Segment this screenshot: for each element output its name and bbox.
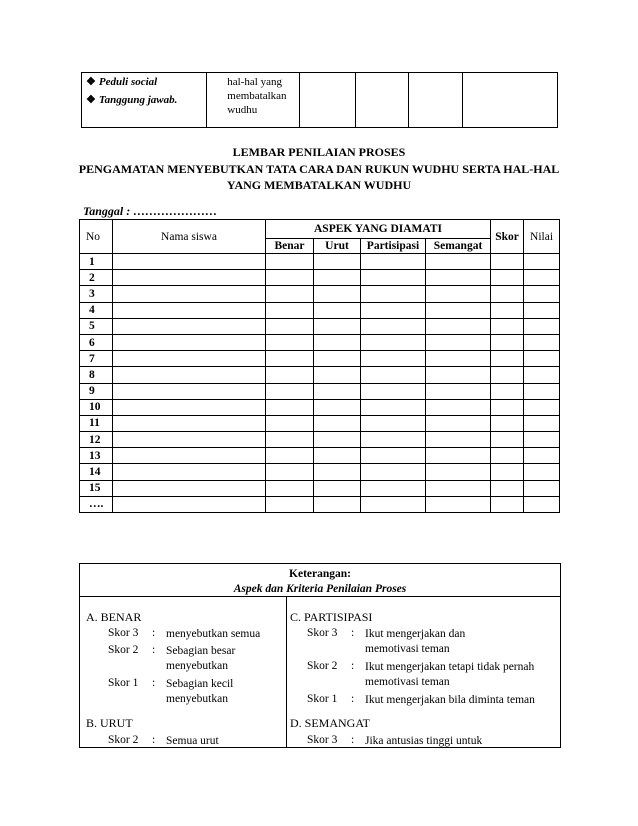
empty-cell [426,351,491,367]
score-label: Skor 3 [307,627,338,639]
empty-cell [491,480,524,496]
criteria-a-title: A. BENAR [86,610,142,624]
empty-cell [524,302,560,318]
header-aspek: ASPEK YANG DIAMATI [266,220,491,239]
empty-cell [113,302,266,318]
empty-cell [266,415,314,431]
empty-cell [266,383,314,399]
criteria-d-item [307,734,557,749]
empty-cell [361,399,426,415]
top-assessment-table [81,72,558,128]
row-number: 2 [80,270,113,286]
empty-cell [113,432,266,448]
empty-cell [426,448,491,464]
empty-cell [266,367,314,383]
criteria-a-item [108,627,284,642]
empty-cell [426,254,491,270]
empty-cell [266,496,314,512]
score-desc: menyebutkan semua [166,628,261,640]
colon: : [152,677,156,689]
empty-cell [314,351,361,367]
row-number: 12 [80,432,113,448]
empty-cell [361,351,426,367]
empty-cell [491,367,524,383]
diamond-bullet-icon: ❖ [86,94,96,106]
empty-cell [361,367,426,383]
empty-cell [113,286,266,302]
score-desc: Semua urut [166,735,219,747]
empty-cell [314,399,361,415]
empty-cell [426,318,491,334]
empty-cell [266,254,314,270]
material-cell: hal-hal yang membatalkan wudhu [207,73,299,128]
empty-cell [266,318,314,334]
empty-cell [361,464,426,480]
empty-cell [524,351,560,367]
empty-cell [524,367,560,383]
empty-cell [266,286,314,302]
table-row [80,367,560,383]
empty-cell [491,432,524,448]
score-label: Skor 1 [108,677,139,689]
row-number: 10 [80,399,113,415]
empty-cell [361,302,426,318]
table-row [80,383,560,399]
table-row [80,480,560,496]
score-desc: Ikut mengerjakan tetapi tidak pernah memotivasi teman [365,661,535,688]
score-label: Skor 1 [307,693,338,705]
empty-cell [491,351,524,367]
empty-cell [314,448,361,464]
empty-cell [426,334,491,350]
empty-cell [426,432,491,448]
row-number: 13 [80,448,113,464]
empty-cell [491,270,524,286]
empty-cell [491,496,524,512]
criteria-header [80,564,560,597]
criteria-title: Keterangan: [289,568,351,580]
empty-cell [314,286,361,302]
empty-cell [491,302,524,318]
page-subtitle: PENGAMATAN MENYEBUTKAN TATA CARA DAN RUKUN WUDHU SERTA HAL-HAL YANG MEMBATALKAN WUDHU [78,162,560,192]
table-row [80,351,560,367]
criteria-c-item [307,660,552,690]
empty-cell [266,432,314,448]
empty-cell [314,270,361,286]
empty-cell [314,334,361,350]
empty-cell [426,383,491,399]
empty-cell [491,254,524,270]
empty-cell [266,399,314,415]
row-number: 9 [80,383,113,399]
empty-cell [113,270,266,286]
colon: : [351,660,355,672]
table-row [80,432,560,448]
empty-cell [491,464,524,480]
header-benar: Benar [266,239,314,254]
row-number: 14 [80,464,113,480]
colon: : [351,693,355,705]
row-number: 6 [80,334,113,350]
empty-cell [361,432,426,448]
bullet-text: Tanggung jawab. [98,94,178,106]
empty-cell [524,480,560,496]
empty-cell [314,367,361,383]
empty-cell [113,351,266,367]
empty-cell [491,334,524,350]
empty-cell [266,334,314,350]
score-label: Skor 2 [307,660,338,672]
criteria-c-title: C. PARTISIPASI [290,610,373,624]
empty-cell [426,270,491,286]
header-semangat: Semangat [426,239,491,254]
empty-cell [524,270,560,286]
empty-cell [266,464,314,480]
empty-cell [491,286,524,302]
empty-cell [524,496,560,512]
criteria-box [79,563,561,748]
row-number: 8 [80,367,113,383]
empty-cell [426,415,491,431]
empty-cell [113,448,266,464]
empty-cell [113,367,266,383]
score-label: Skor 2 [108,734,139,746]
empty-cell [524,432,560,448]
empty-cell [524,254,560,270]
empty-cell [361,318,426,334]
empty-cell [113,383,266,399]
empty-cell [426,399,491,415]
table-row [80,448,560,464]
criteria-b-title: B. URUT [86,716,133,730]
empty-cell [113,480,266,496]
empty-cell [361,270,426,286]
criteria-a-item [108,644,258,674]
empty-cell [113,464,266,480]
empty-cell [361,496,426,512]
score-label: Skor 2 [108,644,139,656]
colon: : [351,734,355,746]
table-row [80,415,560,431]
diamond-bullet-icon: ❖ [86,76,96,88]
attitude-cell [82,73,207,128]
empty-cell [113,415,266,431]
empty-cell [314,383,361,399]
empty-cell [524,399,560,415]
empty-cell [266,270,314,286]
empty-cell [408,73,462,128]
row-number: 5 [80,318,113,334]
empty-cell [361,383,426,399]
empty-cell [491,415,524,431]
empty-cell [524,415,560,431]
empty-cell [361,286,426,302]
empty-cell [361,480,426,496]
score-label: Skor 3 [307,734,338,746]
score-desc: Ikut mengerjakan bila diminta teman [365,694,535,706]
table-row [80,302,560,318]
empty-cell [524,448,560,464]
row-number: …. [80,496,113,512]
empty-cell [524,318,560,334]
criteria-b-item [108,734,284,749]
score-desc: Sebagian besar menyebutkan [166,645,236,672]
empty-cell [113,399,266,415]
criteria-c-item [307,627,552,657]
empty-cell [524,286,560,302]
table-row [80,254,560,270]
header-partisipasi: Partisipasi [361,239,426,254]
empty-cell [524,464,560,480]
row-number: 1 [80,254,113,270]
criteria-a-item [108,677,258,707]
empty-cell [314,302,361,318]
empty-cell [314,480,361,496]
empty-cell [355,73,408,128]
date-field: Tanggal : ………………… [83,204,218,218]
empty-cell [426,480,491,496]
empty-cell [314,318,361,334]
header-nama: Nama siswa [113,220,266,254]
empty-cell [113,334,266,350]
header-skor: Skor [491,220,524,254]
colon: : [152,734,156,746]
empty-cell [491,318,524,334]
bullet-item [86,93,202,107]
page-title: LEMBAR PENILAIAN PROSES [232,145,406,159]
empty-cell [266,448,314,464]
empty-cell [524,383,560,399]
empty-cell [491,448,524,464]
table-row [80,318,560,334]
criteria-left-column [80,597,287,747]
empty-cell [361,415,426,431]
bullet-text: Peduli social [98,76,158,88]
score-label: Skor 3 [108,627,139,639]
colon: : [152,627,156,639]
score-desc: Sebagian kecil menyebutkan [166,678,234,705]
empty-cell [314,496,361,512]
colon: : [351,627,355,639]
empty-cell [462,73,557,128]
empty-cell [426,286,491,302]
criteria-d-title: D. SEMANGAT [290,716,371,730]
empty-cell [361,254,426,270]
table-row [80,464,560,480]
table-row [80,270,560,286]
score-desc: Jika antusias tinggi untuk [365,735,483,747]
empty-cell [113,496,266,512]
table-row [80,286,560,302]
criteria-c-item [307,693,557,708]
row-number: 4 [80,302,113,318]
score-desc: Ikut mengerjakan dan memotivasi teman [365,628,466,655]
table-row [80,399,560,415]
empty-cell [314,415,361,431]
row-number: 7 [80,351,113,367]
empty-cell [266,351,314,367]
empty-cell [491,383,524,399]
criteria-subtitle: Aspek dan Kriteria Penilaian Proses [233,583,407,595]
empty-cell [299,73,355,128]
empty-cell [361,448,426,464]
empty-cell [426,367,491,383]
empty-cell [426,302,491,318]
empty-cell [113,318,266,334]
colon: : [152,644,156,656]
empty-cell [491,399,524,415]
header-urut: Urut [314,239,361,254]
assessment-table [79,219,560,513]
empty-cell [266,480,314,496]
empty-cell [426,496,491,512]
row-number: 3 [80,286,113,302]
empty-cell [314,432,361,448]
empty-cell [524,334,560,350]
empty-cell [266,302,314,318]
header-nilai: Nilai [524,220,560,254]
empty-cell [361,334,426,350]
criteria-right-column [287,597,560,747]
header-no: No [80,220,113,254]
empty-cell [426,464,491,480]
table-row [80,334,560,350]
empty-cell [113,254,266,270]
row-number: 11 [80,415,113,431]
empty-cell [314,254,361,270]
row-number: 15 [80,480,113,496]
table-row [80,496,560,512]
empty-cell [314,464,361,480]
bullet-item [86,75,202,89]
